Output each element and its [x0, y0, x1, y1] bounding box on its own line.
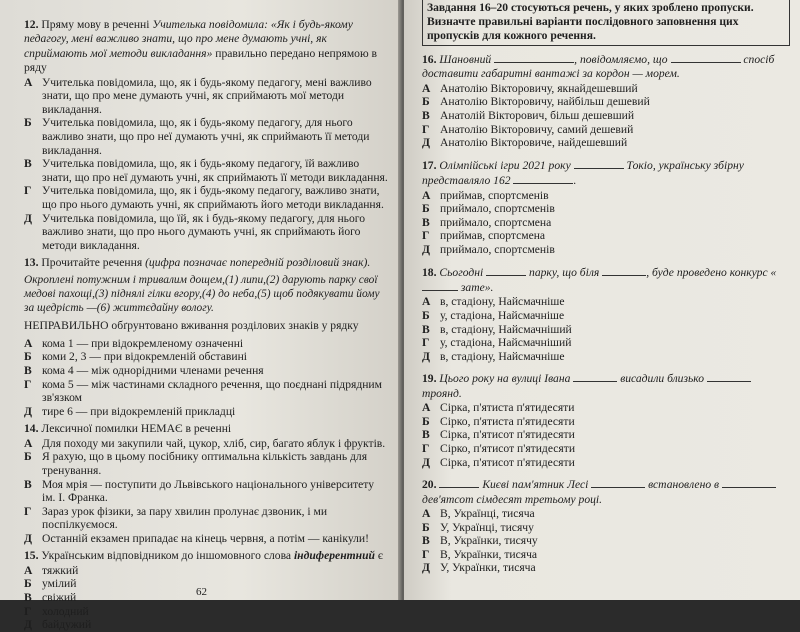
- stem-note: (цифра позначає попередній розділовий знак).: [145, 256, 371, 270]
- option: [24, 157, 388, 184]
- option-text: Зараз урок фізики, за пару хвилин пролунає дзвоник, і ми поспілкуємося.: [42, 504, 328, 532]
- stem-text: Прочитайте речення: [41, 256, 146, 270]
- option-text: Учителька повідомила, що, як і будь-якому педагогу, їй важливо знати, що про неї думають учні, як сприймають її методи викладання.: [42, 157, 388, 184]
- stem-text: Токіо, українську збірну представляло 162: [422, 158, 744, 188]
- stem-text: Олімпійські ігри 2021 року: [439, 158, 571, 172]
- option: [24, 437, 388, 451]
- question-17-stem: [422, 158, 790, 189]
- option: [422, 534, 790, 548]
- option: [422, 109, 790, 123]
- option-text: Сірка, п'ятисот п'ятидесяти: [440, 428, 575, 442]
- stem-text: зате».: [460, 280, 494, 294]
- stem-text: Українським відповідником до іншомовного слова: [41, 549, 294, 563]
- option-letter: Д: [24, 618, 32, 632]
- option-text: приймало, спортсменів: [440, 202, 555, 216]
- option-letter: В: [24, 363, 32, 377]
- option: [422, 428, 790, 442]
- question-12: [24, 18, 388, 252]
- option-letter: Г: [24, 504, 32, 518]
- option-letter: Д: [24, 404, 32, 418]
- option-text: Анатолію Вікторовиче, найдешевший: [440, 136, 628, 150]
- option-letter: А: [24, 336, 33, 350]
- option-letter: А: [422, 188, 431, 202]
- stem-text: троянд.: [422, 386, 462, 400]
- option-text: Сірко, п'ятисот п'ятидесяти: [440, 441, 576, 455]
- option: [24, 378, 388, 405]
- question-13-stem: [24, 256, 388, 270]
- option: [24, 76, 388, 117]
- stem-text: спосіб доставити габаритні вантажі за кордон — морем.: [422, 53, 775, 81]
- option-text: Анатолію Вікторовичу, якнайдешевший: [440, 81, 638, 95]
- option-text: приймав, спортсмена: [440, 229, 546, 243]
- option-text: У, Українці, тисячу: [440, 520, 534, 534]
- question-13-passage: Окроплені потужним і тривалим дощем,(1) липи,(2) дарують парку свої медові пахощі,(3) піднялі гілки вгору,(4) до неба,(5) щоб подякувати йому за щедрість —(6) життєдайну вологу.: [24, 273, 380, 314]
- stem-text: висадили близько: [620, 372, 705, 386]
- answer-blank: [602, 265, 646, 276]
- option-text: Учителька повідомила, що їй, як і будь-якому педагогу, для нього важливо знати, що про нього думають учні, як сприймають його методи викладання.: [42, 211, 366, 252]
- option-letter: Г: [24, 184, 32, 198]
- answer-blank: [573, 371, 617, 382]
- option-letter: А: [422, 81, 431, 95]
- option-letter: А: [24, 563, 33, 577]
- option-text: Анатолій Вікторович, більш дешевший: [440, 109, 635, 122]
- question-number: 18.: [422, 265, 437, 279]
- option-letter: Г: [422, 336, 430, 350]
- option-letter: А: [422, 401, 431, 415]
- option-letter: Д: [422, 561, 430, 575]
- option: [24, 532, 388, 546]
- question-20-stem: [422, 477, 790, 507]
- option-letter: Д: [24, 531, 32, 545]
- option: [422, 336, 790, 350]
- option-letter: В: [422, 534, 430, 548]
- option-text: Для походу ми закупили чай, цукор, хліб, сир, багато яблук і фруктів.: [42, 436, 386, 450]
- option: [24, 350, 388, 364]
- stem-text: .: [573, 174, 577, 188]
- option-letter: Г: [24, 604, 32, 618]
- stem-text: парку, що біля: [529, 265, 600, 279]
- stem-text: правильно передано непрямою в ряду: [24, 46, 378, 75]
- option-text: Учителька повідомила, що, як і будь-якому педагогу, для нього важливо знати, що про неї думають учні, як сприймають її методи викладання.: [42, 116, 370, 157]
- page-number: 62: [196, 586, 207, 598]
- option-text: холодний: [42, 604, 89, 618]
- option: [422, 548, 790, 562]
- option-letter: А: [24, 436, 33, 450]
- option-letter: Б: [422, 202, 430, 216]
- options-list: [422, 82, 790, 150]
- options-list: [422, 295, 790, 363]
- option-letter: В: [422, 215, 430, 229]
- option-text: тяжкий: [42, 563, 79, 577]
- options-list: [24, 76, 388, 253]
- option: [422, 243, 790, 257]
- option-letter: Д: [422, 349, 430, 363]
- option: [422, 216, 790, 230]
- option-letter: Б: [422, 414, 430, 428]
- question-number: 20.: [422, 478, 437, 492]
- question-18: [422, 265, 790, 364]
- option: [422, 136, 790, 150]
- stem-text: Сьогодні: [439, 265, 484, 279]
- option-text: в, стадіону, Найсмачніший: [440, 322, 572, 336]
- option-letter: А: [422, 506, 431, 520]
- question-17: [422, 158, 790, 257]
- stem-text: Пряму мову в реченні: [41, 18, 153, 31]
- question-14-stem: [24, 422, 388, 436]
- option-text: Моя мрія — поступити до Львівського національного університету ім. І. Франка.: [42, 477, 375, 505]
- option-text: у, стадіона, Найсмачніше: [440, 308, 565, 322]
- option-text: Сірка, п'ятиста п'ятидесяти: [440, 401, 575, 415]
- stem-text: дев'ятсот сімдесят третьому році.: [422, 492, 603, 506]
- answer-blank: [591, 477, 645, 488]
- option: [24, 564, 388, 578]
- option: [24, 405, 388, 419]
- option: [422, 521, 790, 535]
- stem-quote: Учителька повідомила: «Як і будь-якому педагогу, мені важливо знати, що про мене думають учні, як сприймають мої методи викладання»: [24, 18, 353, 60]
- option-text: Анатолію Вікторовичу, найбільш дешевий: [440, 95, 650, 109]
- question-16: [422, 52, 790, 150]
- stem-text: , буде проведено конкурс «: [646, 265, 777, 279]
- question-13: [24, 256, 388, 418]
- option-text: приймало, спортсменів: [440, 242, 555, 256]
- option: [422, 202, 790, 216]
- option-text: У, Українки, тисяча: [440, 561, 536, 575]
- option-letter: Г: [422, 441, 430, 455]
- question-number: 15.: [24, 549, 39, 563]
- option: [422, 95, 790, 109]
- option-letter: В: [422, 109, 430, 122]
- option-text: В, Українки, тисячу: [440, 534, 538, 548]
- section-instructions: Завдання 16–20 стосуються речень, у яких зроблено пропуски. Визначте правильні варіанти послідовного заповнення цих пропусків для кожного речення.: [422, 0, 790, 46]
- option-text: в, стадіону, Найсмачніше: [440, 349, 565, 363]
- question-15-stem: [24, 549, 388, 563]
- option-letter: Д: [422, 242, 430, 256]
- option-text: Учителька повідомила, що, як і будь-якому педагогу, мені важливо знати, що про мене думають учні, як сприймають мої методи викладання.: [42, 75, 372, 116]
- option-text: у, стадіона, Найсмачніший: [440, 336, 572, 350]
- option-text: приймало, спортсмена: [440, 215, 552, 229]
- answer-blank: [486, 265, 526, 276]
- stem-text: Цього року на вулиці Івана: [439, 372, 571, 386]
- options-list: [24, 337, 388, 419]
- option-letter: В: [422, 428, 430, 442]
- answer-blank: [574, 158, 624, 169]
- question-18-stem: [422, 265, 790, 296]
- option: [422, 507, 790, 521]
- option: [422, 323, 790, 337]
- option-text: умілий: [42, 577, 77, 591]
- question-number: 14.: [24, 422, 39, 436]
- option: [422, 442, 790, 456]
- stem-text: Києві пам'ятник Лесі: [482, 478, 589, 492]
- option: [24, 618, 388, 632]
- option: [422, 561, 790, 575]
- answer-blank: [494, 52, 574, 63]
- options-list: [422, 401, 790, 469]
- option: [24, 337, 388, 351]
- option: [24, 478, 388, 505]
- question-13-task: НЕПРАВИЛЬНО обґрунтовано вживання розділових знаків у рядку: [24, 318, 359, 332]
- option: [422, 189, 790, 203]
- stem-word: індиферентний: [293, 549, 375, 563]
- stem-text: є: [375, 549, 383, 563]
- option: [422, 415, 790, 429]
- option-letter: Б: [24, 450, 32, 464]
- question-19: [422, 371, 790, 469]
- option-letter: А: [24, 75, 33, 89]
- option-letter: Г: [422, 122, 430, 136]
- option-letter: В: [24, 157, 32, 171]
- options-list: [422, 189, 790, 257]
- option-text: Я рахую, що в цьому посібнику оптимальна кількість завдань для тренування.: [42, 450, 368, 477]
- answer-blank: [422, 280, 458, 291]
- question-number: 17.: [422, 158, 437, 172]
- option: [422, 229, 790, 243]
- option-text: байдужий: [42, 618, 92, 632]
- option-letter: А: [422, 295, 431, 309]
- option: [422, 82, 790, 96]
- answer-blank: [707, 371, 751, 382]
- option-text: кома 5 — між частинами складного речення, що поєднані підрядним зв'язком: [42, 377, 382, 405]
- option: [24, 605, 388, 619]
- option-letter: В: [24, 477, 32, 491]
- answer-blank: [439, 477, 479, 488]
- option: [24, 364, 388, 378]
- option: [24, 116, 388, 157]
- option-letter: Д: [422, 136, 430, 150]
- option-text: В, Українці, тисяча: [440, 506, 535, 520]
- option-letter: Г: [422, 547, 430, 561]
- answer-blank: [671, 52, 741, 63]
- question-number: 12.: [24, 18, 39, 31]
- option: [24, 450, 388, 477]
- option-letter: Д: [24, 211, 32, 225]
- option-text: в, стадіону, Найсмачніше: [440, 295, 565, 309]
- option-text: кома 4 — між однорідними членами речення: [42, 363, 264, 377]
- option: [422, 350, 790, 364]
- option-text: Сірка, п'ятисот п'ятидесяти: [440, 455, 575, 469]
- options-list: [422, 507, 790, 575]
- option-text: Сірко, п'ятиста п'ятидесяти: [440, 414, 575, 428]
- stem-text: Лексичної помилки НЕМАЄ в реченні: [41, 422, 232, 436]
- question-19-stem: [422, 371, 790, 401]
- stem-text: , повідомляємо, що: [574, 53, 668, 66]
- option: [422, 295, 790, 309]
- option-text: коми 2, 3 — при відокремленій обставині: [42, 350, 248, 364]
- options-list: [24, 437, 388, 546]
- option-letter: Б: [422, 520, 430, 534]
- option: [422, 309, 790, 323]
- question-12-stem: [24, 18, 388, 76]
- option-letter: Б: [422, 95, 430, 109]
- option-letter: Д: [422, 455, 430, 469]
- answer-blank: [513, 173, 573, 184]
- option-letter: Б: [24, 577, 32, 591]
- option-text: В, Українки, тисяча: [440, 547, 538, 561]
- option: [24, 505, 388, 532]
- option-text: кома 1 — при відокремленому означенні: [42, 336, 244, 350]
- option: [422, 123, 790, 137]
- option-letter: В: [24, 591, 32, 605]
- question-number: 16.: [422, 53, 437, 66]
- option-letter: Б: [422, 308, 430, 322]
- option-letter: Б: [24, 350, 32, 364]
- question-number: 13.: [24, 256, 39, 270]
- stem-text: встановлено в: [648, 478, 720, 492]
- answer-blank: [722, 477, 776, 488]
- question-14: [24, 422, 388, 545]
- option-letter: В: [422, 322, 430, 336]
- option-letter: Г: [422, 229, 430, 243]
- right-page: [404, 0, 800, 600]
- option: [422, 401, 790, 415]
- stem-text: Шановний: [439, 53, 492, 66]
- option-text: Учителька повідомила, що, як і будь-якому педагогу, важливо знати, що про нього думають учні, як сприймають його методи викладання.: [42, 184, 384, 211]
- question-20: [422, 477, 790, 575]
- question-number: 19.: [422, 372, 437, 386]
- question-16-stem: [422, 52, 790, 82]
- option-letter: Б: [24, 116, 32, 130]
- option: [24, 184, 388, 211]
- option-text: Анатолію Вікторовичу, самий дешевий: [440, 122, 634, 136]
- option: [422, 456, 790, 470]
- option-text: тире 6 — при відокремленій прикладці: [42, 404, 236, 418]
- option: [24, 212, 388, 253]
- option-text: Останній екзамен припадає на кінець червня, а потім — канікули!: [42, 531, 369, 545]
- option-letter: Г: [24, 377, 32, 391]
- option-text: приймав, спортсменів: [440, 188, 549, 202]
- option-text: свіжий: [42, 591, 77, 605]
